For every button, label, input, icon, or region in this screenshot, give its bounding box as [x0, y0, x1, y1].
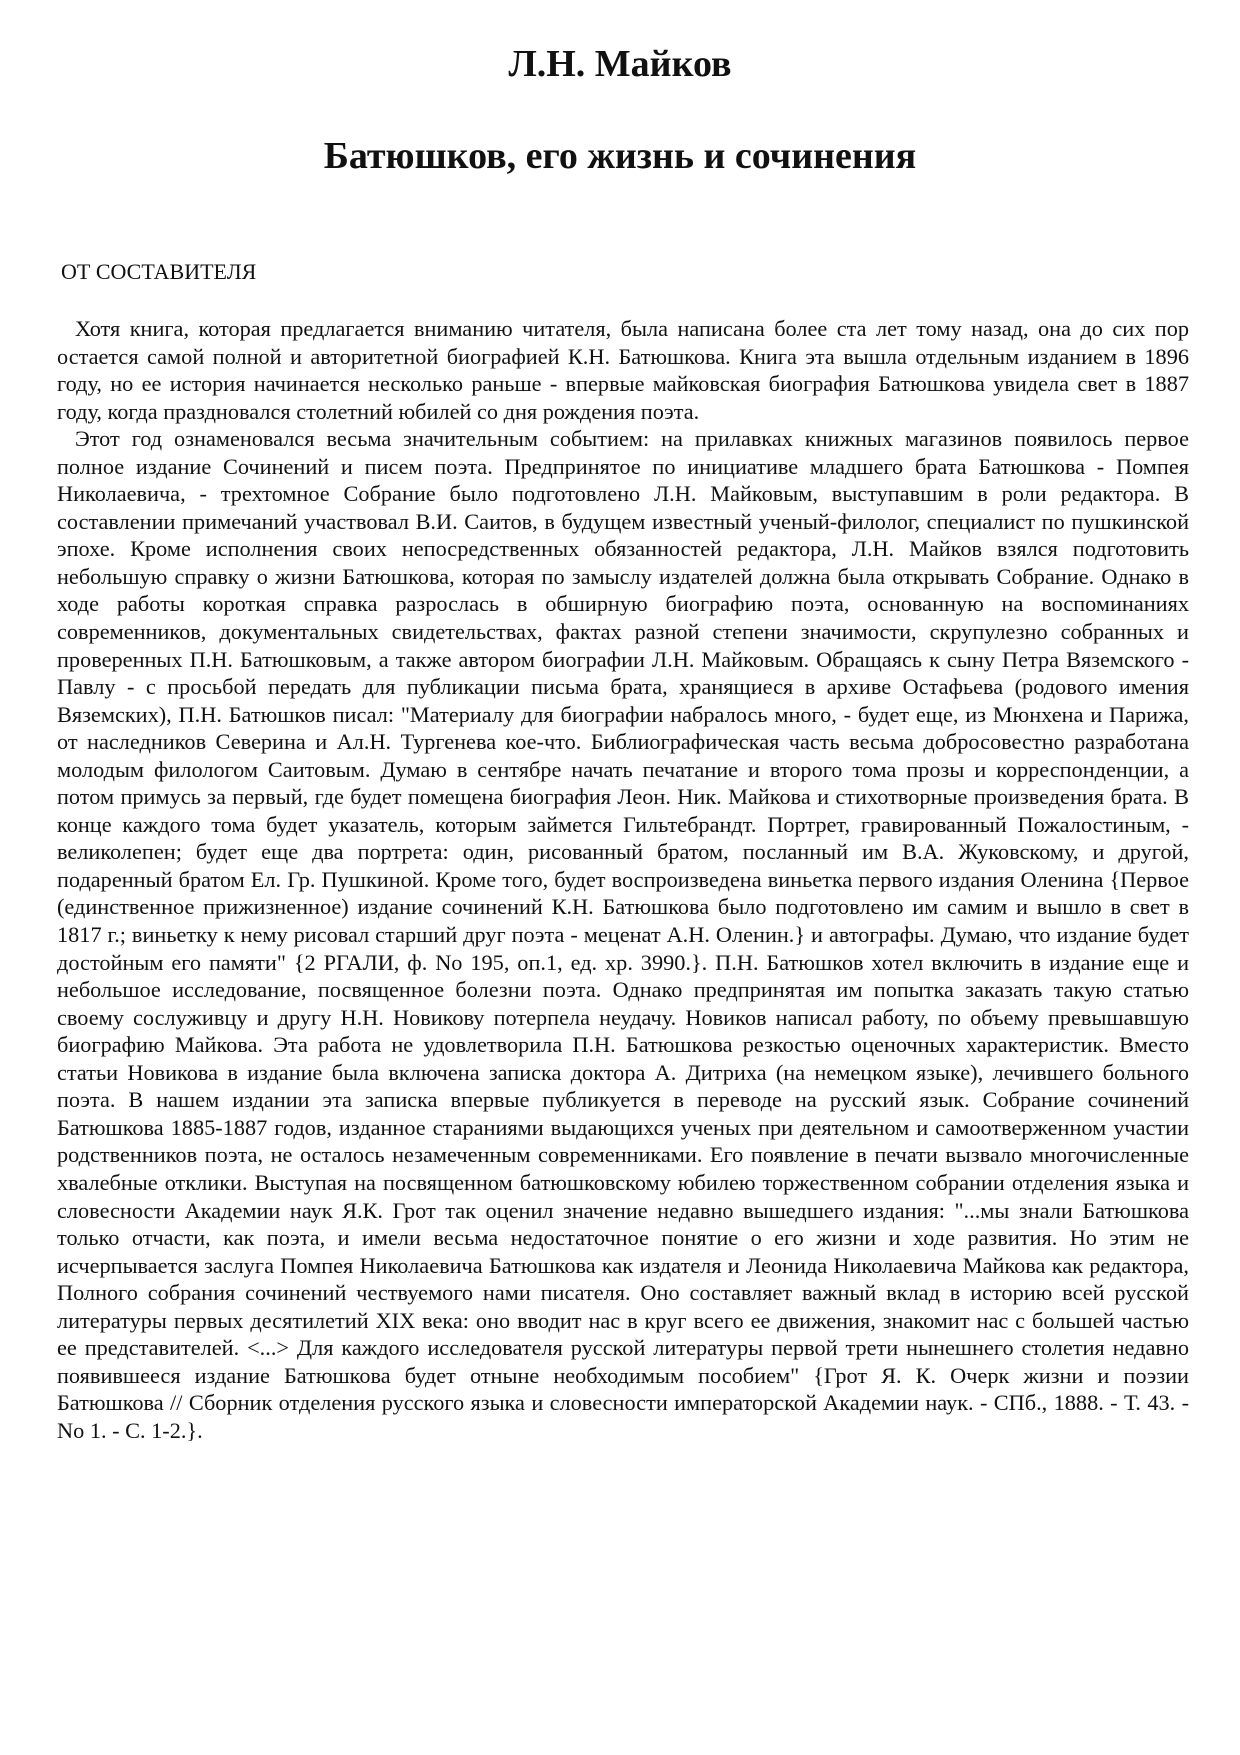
body-text: [57, 315, 1189, 1444]
book-title: Батюшков, его жизнь и сочинения: [323, 135, 917, 177]
paragraph-main: Этот год ознаменовался весьма значительным событием: на прилавках книжных магазинов появилось первое полное издание Сочинений и писем поэта. Предпринятое по инициативе младшего брата Батюшкова - Помпея Николаевича, - трехтомное Собрание было подготовлено Л.Н. Майковым, выступавшим в роли редактора. В составлении примечаний участвовал В.И. Саитов, в будущем известный ученый-филолог, специалист по пушкинской эпохе. Кроме исполнения своих непосредственных обязанностей редактора, Л.Н. Майков взялся подготовить небольшую справку о жизни Батюшкова, которая по замыслу издателей должна была открывать Собрание. Однако в ходе работы короткая справка разрослась в обширную биографию поэта, основанную на воспоминаниях современников, документальных свидетельствах, фактах разной степени значимости, скрупулезно собранных и проверенных П.Н. Батюшковым, а также автором биографии Л.Н. Майковым. Обращаясь к сыну Петра Вяземского - Павлу - с просьбой передать для публикации письма брата, хранящиеся в архиве Остафьева (родового имения Вяземских), П.Н. Батюшков писал: "Материалу для биографии набралось много, - будет еще, из Мюнхена и Парижа, от наследников Северина и Ал.Н. Тургенева кое-что. Библиографическая часть весьма добросовестно разработана молодым филологом Саитовым. Думаю в сентябре начать печатание и второго тома прозы и корреспонденции, а потом примусь за первый, где будет помещена биография Леон. Ник. Майкова и стихотворные произведения брата. В конце каждого тома будет указатель, которым займется Гильтебрандт. Портрет, гравированный Пожалостиным, - великолепен; будет еще два портрета: один, рисованный братом, посланный им В.А. Жуковскому, и другой, подаренный братом Ел. Гр. Пушкиной. Кроме того, будет воспроизведена виньетка первого издания Оленина {Первое (единственное прижизненное) издание сочинений К.Н. Батюшкова было подготовлено им самим и вышло в свет в 1817 г.; виньетку к нему рисовал старший друг поэта - меценат А.Н. Оленин.} и автографы. Думаю, что издание будет достойным его памяти" {2 РГАЛИ, ф. No 195, оп.1, ед. хр. 3990.}. П.Н. Батюшков хотел включить в издание еще и небольшое исследование, посвященное болезни поэта. Однако предпринятая им попытка заказать такую статью своему сослуживцу и другу Н.Н. Новикову потерпела неудачу. Новиков написал работу, по объему превышавшую биографию Майкова. Эта работа не удовлетворила П.Н. Батюшкова резкостью оценочных характеристик. Вместо статьи Новикова в издание была включена записка доктора А. Дитриха (на немецком языке), лечившего больного поэта. В нашем издании эта записка впервые публикуется в переводе на русский язык. Собрание сочинений Батюшкова 1885-1887 годов, изданное стараниями выдающихся ученых при деятельном и самоотверженном участии родственников поэта, не осталось незамеченным современниками. Его появление в печати вызвало многочисленные хвалебные отклики. Выступая на посвященном батюшковскому юбилею торжественном собрании отделения языка и словесности Академии наук Я.К. Грот так оценил значение недавно вышедшего издания: "...мы знали Батюшкова только отчасти, как поэта, и имели весьма недостаточное понятие о его жизни и ходе развития. Но этим не исчерпывается заслуга Помпея Николаевича Батюшкова как издателя и Леонида Николаевича Майкова как редактора, Полного собрания сочинений чествуемого нами писателя. Оно составляет важный вклад в историю всей русской литературы первых десятилетий XIX века: оно вводит нас в круг всего ее движения, знакомит нас с большей частью ее представителей. <...> Для каждого исследователя русской литературы первой трети нынешнего столетия недавно появившееся издание Батюшкова будет отныне необходимым пособием" {Грот Я. К. Очерк жизни и поэзии Батюшкова // Сборник отделения русского языка и словесности императорской Академии наук. - СПб., 1888. - Т. 43. - No 1. - С. 1-2.}.: [57, 426, 1189, 1443]
author-name: Л.Н. Майков: [508, 43, 732, 85]
paragraph-intro: Хотя книга, которая предлагается вниманию читателя, была написана более ста лет тому назад, она до сих пор остается самой полной и авторитетной биографией К.Н. Батюшкова. Книга эта вышла отдельным изданием в 1896 году, но ее история начинается несколько раньше - впервые майковская биография Батюшкова увидела свет в 1887 году, когда праздновался столетний юбилей со дня рождения поэта.: [57, 316, 1189, 424]
section-heading: ОТ СОСТАВИТЕЛЯ: [61, 259, 257, 284]
